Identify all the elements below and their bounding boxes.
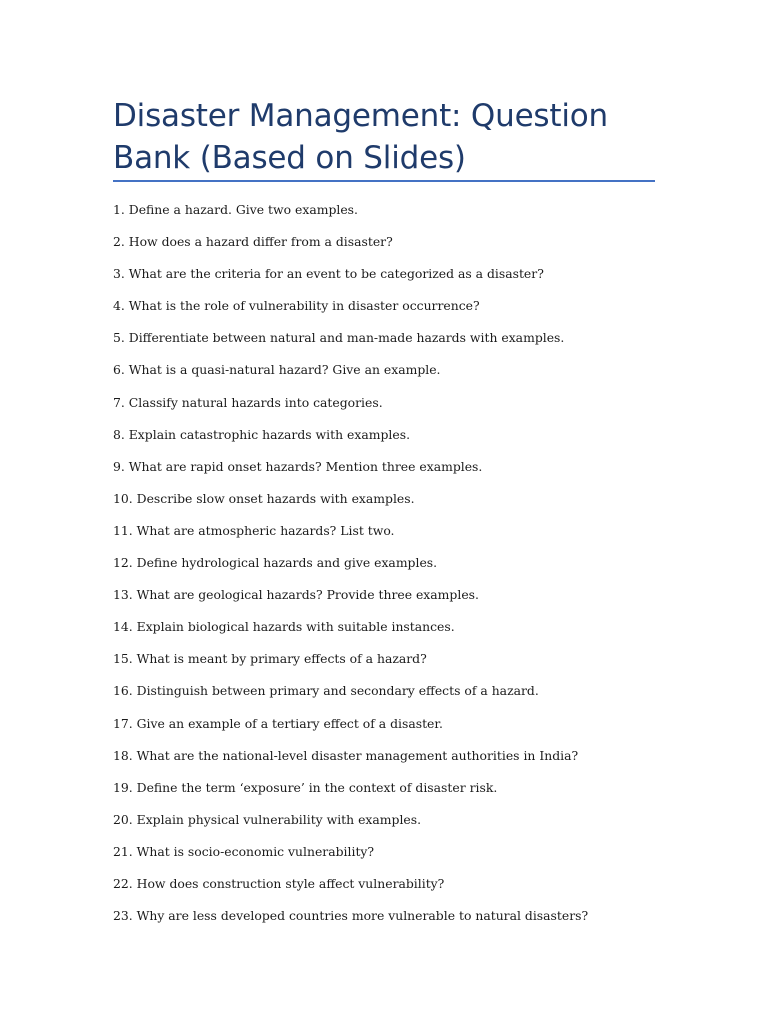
question-item: 14. Explain biological hazards with suitable instances. xyxy=(113,619,455,635)
question-item: 11. What are atmospheric hazards? List two. xyxy=(113,522,395,538)
document-title: Disaster Management: Question Bank (Based on Slides) xyxy=(113,98,608,176)
question-item: 17. Give an example of a tertiary effect of a disaster. xyxy=(113,715,443,731)
question-item: 21. What is socio-economic vulnerability? xyxy=(113,843,375,859)
question-item: 3. What are the criteria for an event to be categorized as a disaster? xyxy=(113,266,544,282)
question-list xyxy=(113,200,673,938)
question-item: 7. Classify natural hazards into categories. xyxy=(113,394,383,410)
question-item: 10. Describe slow onset hazards with examples. xyxy=(113,490,415,506)
question-item: 5. Differentiate between natural and man-made hazards with examples. xyxy=(113,330,565,346)
question-item: 13. What are geological hazards? Provide three examples. xyxy=(113,587,479,603)
question-item: 16. Distinguish between primary and secondary effects of a hazard. xyxy=(113,683,539,699)
title-underline xyxy=(113,180,655,182)
question-item: 1. Define a hazard. Give two examples. xyxy=(113,202,358,217)
question-item: 12. Define hydrological hazards and give examples. xyxy=(113,555,438,571)
question-item: 2. How does a hazard differ from a disaster? xyxy=(113,234,393,250)
question-item: 20. Explain physical vulnerability with examples. xyxy=(113,811,422,827)
question-item: 23. Why are less developed countries more vulnerable to natural disasters? xyxy=(113,908,589,924)
question-item: 15. What is meant by primary effects of a hazard? xyxy=(113,651,427,667)
question-item: 22. How does construction style affect vulnerability? xyxy=(113,875,445,891)
question-item: 6. What is a quasi-natural hazard? Give an example. xyxy=(113,362,441,378)
question-item: 19. Define the term ‘exposure’ in the context of disaster risk. xyxy=(113,779,498,795)
question-item: 8. Explain catastrophic hazards with examples. xyxy=(113,426,411,442)
question-item: 4. What is the role of vulnerability in disaster occurrence? xyxy=(113,298,480,314)
question-item: 18. What are the national-level disaster management authorities in India? xyxy=(113,747,579,763)
question-item: 9. What are rapid onset hazards? Mention three examples. xyxy=(113,458,483,474)
